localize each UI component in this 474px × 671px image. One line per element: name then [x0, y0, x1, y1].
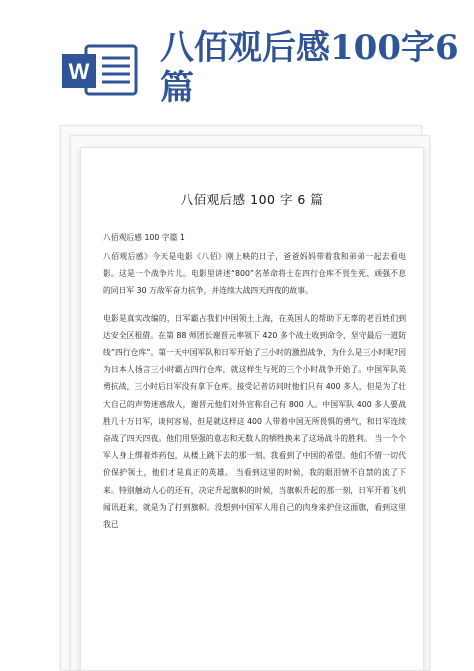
document-preview [60, 125, 432, 669]
word-document-icon [60, 44, 140, 96]
document-body [103, 248, 406, 543]
body-paragraph-1: 八佰观后感》今天是电影《八佰》刚上映的日子，爸爸妈妈带着我和弟弟一起去看电影。这是一个战争片儿。电影里讲述“800”名革命将士在四行仓库不畏生死、顽强不息的同日军 30 万敌军奋力抗争，并连续大战四天四夜的故事。 [103, 252, 406, 296]
page-title: 八佰观后感100字6篇 [160, 28, 459, 108]
body-paragraph-2: 电影是真实改编的，日军霸占我们中国领土上海，在英国人的帮助下无辜的老百姓们到达安全区租借。在第 88 师团长谢晋元率领下 420 多个战士收到命令，坚守最后一道防线“四行仓库”。第一天中国军队和日军开始了三小时的激烈战争，为什么是三小时呢?因为日本人扬言三小时霸占四行仓库，就这样生与死的三个小时战争开始了。中国军队英勇抗战，三小时后日军没有拿下仓库。接受记者访问时他们只有 400 多人，但是为了壮大自己的声势迷惑敌人，谢晋元他们对外宣称自己有 800 人。中国军队 400 多人要战胜几十万日军，谈何容易，但是就这样这 400 人带着中国无所畏惧的勇气，和日军连续奋战了四天四夜。他们用坚强的意志和无数人的牺牲换来了这场战斗的胜利。 当一个个军人身上绑着炸药包，从楼上跳下去的那一刻。我看到了中国的希望。他们不惜一切代价保护领土，他们才是真正的英雄。 当看到这里的时候，我的眼泪情不自禁的流了下来。特别触动人心的还有，决定升起旗帜的时候，当旗帜升起的那一刻，日军开着飞机闻讯赶来，就是为了打到旗帜。没想到中国军人用自己的肉身来护住这面旗，看到这里我已 [103, 313, 406, 530]
word-logo-letter: W [68, 59, 90, 84]
document-title: 八佰观后感 100 字 6 篇 [180, 192, 324, 207]
paper-front-sheet [80, 147, 424, 671]
document-subtitle: 八佰观后感 100 字篇 1 [103, 233, 185, 242]
header [0, 0, 474, 125]
